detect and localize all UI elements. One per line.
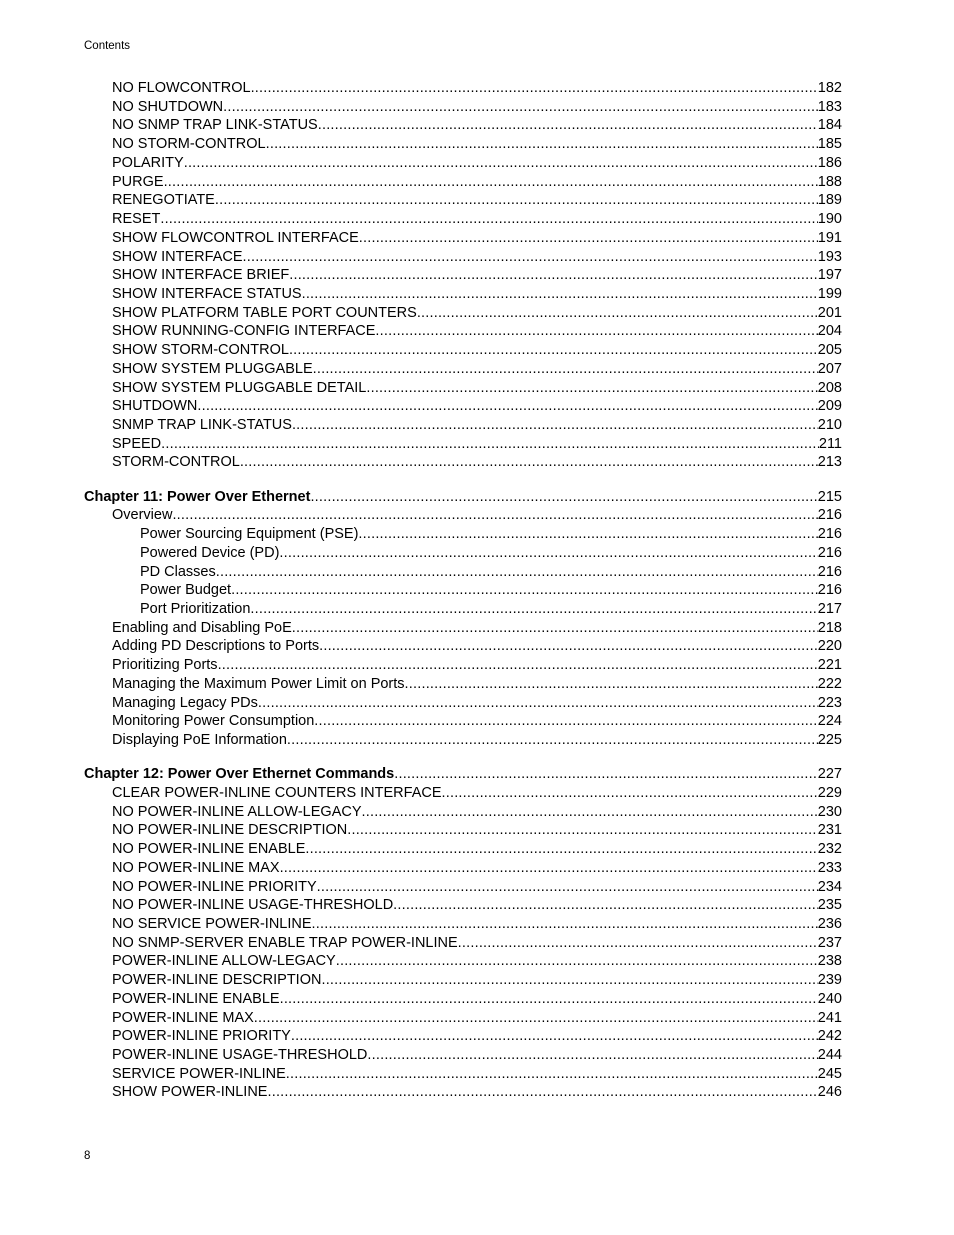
- toc-entry-title: Overview: [112, 507, 173, 524]
- toc-entry[interactable]: [112, 675, 842, 694]
- toc-dot-leader: [362, 803, 818, 822]
- toc-entry[interactable]: [112, 731, 842, 750]
- toc-entry-title: POWER-INLINE USAGE-THRESHOLD: [112, 1047, 368, 1063]
- toc-entry[interactable]: [112, 619, 842, 638]
- toc-entry[interactable]: [112, 1046, 842, 1065]
- toc-dot-leader: [280, 990, 818, 1009]
- toc-entry[interactable]: [112, 1027, 842, 1046]
- toc-dot-leader: [458, 934, 818, 953]
- toc-dot-leader: [393, 896, 818, 915]
- toc-entry[interactable]: [112, 896, 842, 915]
- toc-entry-page: 199: [817, 285, 842, 302]
- toc-entry-page: 220: [817, 638, 842, 655]
- toc-entry-title: SPEED: [112, 435, 162, 452]
- toc-entry[interactable]: [112, 803, 842, 822]
- toc-entry-page: 218: [817, 619, 842, 636]
- toc-entry-page: 210: [817, 417, 842, 433]
- toc-entry-title: NO SHUTDOWN: [112, 98, 224, 115]
- toc-entry[interactable]: [112, 173, 842, 192]
- toc-entry[interactable]: [112, 840, 842, 859]
- toc-dot-leader: [358, 525, 817, 544]
- toc-entry-title: POWER-INLINE MAX: [112, 1009, 254, 1026]
- toc-entry-title: SHOW SYSTEM PLUGGABLE DETAIL: [112, 379, 367, 396]
- toc-entry-title: NO SNMP TRAP LINK-STATUS: [112, 117, 318, 134]
- toc-entry[interactable]: [112, 915, 842, 934]
- toc-entry-title: PD Classes: [140, 563, 216, 580]
- toc-entry-page: 234: [817, 878, 842, 895]
- toc-entry-title: NO POWER-INLINE PRIORITY: [112, 878, 317, 895]
- toc-entry[interactable]: [112, 135, 842, 154]
- toc-entry-title: Power Budget: [140, 582, 232, 599]
- toc-entry-page: 190: [817, 211, 842, 227]
- running-header: Contents: [84, 40, 131, 52]
- toc-entry-page: 208: [817, 379, 842, 396]
- toc-entry-page: 239: [817, 972, 842, 989]
- toc-entry[interactable]: [112, 637, 842, 656]
- toc-dot-leader: [287, 731, 818, 750]
- toc-entry-title: NO POWER-INLINE ALLOW-LEGACY: [112, 803, 362, 820]
- toc-entry[interactable]: [112, 379, 842, 398]
- toc-entry[interactable]: [112, 859, 842, 878]
- toc-entry[interactable]: [112, 285, 842, 304]
- toc-entry-title: NO POWER-INLINE DESCRIPTION: [112, 822, 348, 839]
- toc-entry-title: POWER-INLINE ENABLE: [112, 990, 280, 1007]
- toc-entry-title: POWER-INLINE ALLOW-LEGACY: [112, 953, 336, 970]
- toc-entry-title: Enabling and Disabling PoE: [112, 619, 292, 636]
- toc-entry-page: 193: [817, 248, 842, 265]
- toc-dot-leader: [292, 619, 818, 638]
- toc-entry-page: 188: [817, 173, 842, 190]
- toc-entry-title: NO POWER-INLINE MAX: [112, 859, 280, 876]
- toc-entry[interactable]: [112, 154, 842, 173]
- toc-entry[interactable]: [140, 581, 842, 600]
- toc-entry-title: PURGE: [112, 173, 164, 190]
- toc-dot-leader: [291, 1027, 818, 1046]
- toc-entry[interactable]: [112, 1083, 842, 1102]
- toc-entry-title: SHOW RUNNING-CONFIG INTERFACE: [112, 323, 376, 340]
- toc-entry-page: 216: [817, 544, 842, 561]
- toc-dot-leader: [184, 154, 818, 173]
- toc-entry[interactable]: [112, 416, 842, 435]
- toc-dot-leader: [367, 1046, 817, 1065]
- toc-entry[interactable]: [140, 563, 842, 582]
- toc-chapter-entry[interactable]: [84, 488, 842, 507]
- toc-dot-leader: [347, 821, 818, 840]
- toc-dot-leader: [280, 859, 818, 878]
- toc-entry-title: SHOW STORM-CONTROL: [112, 342, 289, 359]
- toc-entry-title: Monitoring Power Consumption: [112, 713, 315, 730]
- toc-entry[interactable]: [112, 397, 842, 416]
- toc-entry-title: Prioritizing Ports: [112, 657, 218, 674]
- toc-entry-title: NO SNMP-SERVER ENABLE TRAP POWER-INLINE: [112, 934, 458, 951]
- toc-entry-title: Adding PD Descriptions to Ports: [112, 638, 320, 655]
- toc-entry-page: 245: [817, 1065, 842, 1082]
- toc-entry[interactable]: [112, 453, 842, 472]
- toc-dot-leader: [240, 453, 818, 472]
- toc-entry-title: Chapter 12: Power Over Ethernet Commands: [84, 766, 395, 783]
- toc-entry-page: 238: [817, 953, 842, 970]
- toc-entry-page: 246: [817, 1084, 842, 1101]
- toc-entry-page: 191: [817, 229, 842, 246]
- toc-entry[interactable]: [112, 952, 842, 971]
- toc-entry-title: STORM-CONTROL: [112, 454, 240, 471]
- toc-dot-leader: [417, 304, 818, 323]
- toc-entry-page: 211: [818, 435, 842, 452]
- toc-dot-leader: [250, 600, 817, 619]
- toc-dot-leader: [160, 210, 817, 229]
- toc-dot-leader: [279, 544, 817, 563]
- toc-dot-leader: [319, 637, 818, 656]
- toc-dot-leader: [312, 915, 818, 934]
- toc-entry[interactable]: [112, 712, 842, 731]
- toc-entry[interactable]: [112, 821, 842, 840]
- toc-entry-title: SHOW FLOWCONTROL INTERFACE: [112, 229, 359, 246]
- toc-entry-title: POLARITY: [112, 154, 184, 171]
- toc-dot-leader: [313, 360, 818, 379]
- toc-dot-leader: [266, 135, 818, 154]
- toc-entry-page: 204: [817, 323, 842, 340]
- toc-entry[interactable]: [112, 694, 842, 713]
- toc-entry-title: Powered Device (PD): [140, 544, 280, 561]
- toc-entry-page: 230: [817, 803, 842, 820]
- toc-entry[interactable]: [112, 990, 842, 1009]
- toc-entry-title: Managing Legacy PDs: [112, 694, 258, 711]
- toc-dot-leader: [172, 506, 817, 525]
- toc-dot-leader: [302, 285, 818, 304]
- toc-entry-page: 216: [817, 582, 842, 599]
- toc-dot-leader: [366, 379, 817, 398]
- toc-entry[interactable]: [112, 784, 842, 803]
- toc-entry[interactable]: [112, 266, 842, 285]
- toc-entry[interactable]: [112, 229, 842, 248]
- toc-entry-title: SHOW POWER-INLINE: [112, 1084, 268, 1101]
- toc-entry-title: NO STORM-CONTROL: [112, 136, 266, 153]
- toc-entry-title: CLEAR POWER-INLINE COUNTERS INTERFACE: [112, 784, 442, 801]
- toc-entry-page: 224: [817, 713, 842, 730]
- toc-dot-leader: [216, 563, 818, 582]
- toc-entry[interactable]: [140, 600, 842, 619]
- toc-entry[interactable]: [112, 1009, 842, 1028]
- toc-entry-title: NO POWER-INLINE USAGE-THRESHOLD: [112, 897, 394, 914]
- toc-entry-page: 216: [817, 507, 842, 524]
- toc-dot-leader: [314, 712, 818, 731]
- toc-entry-page: 216: [817, 526, 842, 543]
- toc-dot-leader: [164, 173, 818, 192]
- toc-entry[interactable]: [112, 878, 842, 897]
- toc-entry-page: 186: [817, 154, 842, 171]
- toc-entry-title: RENEGOTIATE: [112, 192, 215, 209]
- toc-entry-page: 240: [817, 990, 842, 1007]
- toc-dot-leader: [286, 1065, 818, 1084]
- toc-dot-leader: [321, 971, 817, 990]
- toc-entry[interactable]: [112, 341, 842, 360]
- toc-entry-page: 182: [817, 80, 842, 96]
- toc-entry-title: NO SERVICE POWER-INLINE: [112, 916, 312, 932]
- toc-entry-title: NO FLOWCONTROL: [112, 80, 251, 96]
- toc-dot-leader: [243, 248, 818, 267]
- toc-dot-leader: [254, 1009, 818, 1028]
- toc-dot-leader: [318, 116, 818, 135]
- toc-entry-page: 213: [817, 454, 842, 471]
- toc-dot-leader: [442, 784, 818, 803]
- toc-entry-page: 236: [817, 916, 842, 932]
- toc-entry-title: SHOW INTERFACE BRIEF: [112, 267, 290, 284]
- toc-entry-page: 242: [817, 1028, 842, 1045]
- toc-entry-title: SHOW PLATFORM TABLE PORT COUNTERS: [112, 304, 417, 321]
- toc-entry-page: 221: [817, 657, 842, 674]
- toc-entry-page: 231: [817, 822, 842, 839]
- toc-dot-leader: [161, 435, 819, 454]
- toc-dot-leader: [197, 397, 817, 416]
- toc-entry-page: 227: [817, 766, 842, 783]
- toc-entry-page: 201: [817, 304, 842, 321]
- toc-entry[interactable]: [112, 116, 842, 135]
- toc-entry[interactable]: [112, 360, 842, 379]
- toc-entry-title: SERVICE POWER-INLINE: [112, 1065, 286, 1082]
- toc-entry[interactable]: [112, 191, 842, 210]
- toc-dot-leader: [251, 79, 818, 98]
- toc-dot-leader: [305, 840, 817, 859]
- toc-entry[interactable]: [112, 210, 842, 229]
- toc-entry-page: 189: [817, 192, 842, 209]
- toc-dot-leader: [317, 878, 818, 897]
- toc-entry-title: SHUTDOWN: [112, 398, 198, 415]
- toc-entry-page: 241: [817, 1009, 842, 1026]
- toc-entry[interactable]: [112, 304, 842, 323]
- toc-dot-leader: [375, 322, 817, 341]
- toc-entry[interactable]: [112, 248, 842, 267]
- toc-dot-leader: [336, 952, 818, 971]
- toc-dot-leader: [405, 675, 818, 694]
- toc-entry-title: POWER-INLINE PRIORITY: [112, 1028, 291, 1045]
- toc-entry-title: SHOW SYSTEM PLUGGABLE: [112, 360, 313, 377]
- toc-entry[interactable]: [140, 544, 842, 563]
- toc-entry-page: 233: [817, 859, 842, 876]
- toc-entry[interactable]: [112, 656, 842, 675]
- toc-chapter-entry[interactable]: [84, 765, 842, 784]
- toc-entry[interactable]: [112, 435, 842, 454]
- toc-entry-page: 223: [817, 694, 842, 711]
- toc-entry-page: 215: [817, 488, 842, 505]
- toc-entry[interactable]: [112, 322, 842, 341]
- toc-dot-leader: [292, 416, 818, 435]
- toc-entry-title: Managing the Maximum Power Limit on Ports: [112, 675, 405, 692]
- toc-dot-leader: [289, 266, 818, 285]
- toc-dot-leader: [215, 191, 818, 210]
- toc-entry-page: 222: [817, 675, 842, 692]
- toc-entry[interactable]: [112, 1065, 842, 1084]
- toc-dot-leader: [223, 98, 818, 117]
- toc-entry-page: 216: [817, 563, 842, 580]
- toc-entry-page: 205: [817, 342, 842, 359]
- toc-dot-leader: [310, 488, 817, 507]
- toc-entry-title: SHOW INTERFACE: [112, 248, 243, 265]
- toc-entry[interactable]: [112, 934, 842, 953]
- toc-dot-leader: [258, 694, 818, 713]
- toc-entry-title: Displaying PoE Information: [112, 732, 287, 748]
- toc-entry-page: 185: [817, 136, 842, 153]
- toc-entry-title: Port Prioritization: [140, 600, 251, 617]
- page-number: 8: [84, 1150, 91, 1162]
- toc-dot-leader: [359, 229, 818, 248]
- toc-dot-leader: [394, 765, 818, 784]
- toc-dot-leader: [267, 1083, 817, 1102]
- toc-dot-leader: [218, 656, 818, 675]
- toc-entry[interactable]: [112, 506, 842, 525]
- toc-entry-page: 197: [817, 267, 842, 284]
- toc-entry-title: Power Sourcing Equipment (PSE): [140, 526, 359, 543]
- toc-entry[interactable]: [112, 971, 842, 990]
- toc-entry[interactable]: [112, 98, 842, 117]
- toc-entry-page: 225: [817, 732, 842, 748]
- toc-entry[interactable]: [112, 79, 842, 98]
- toc-entry-title: NO POWER-INLINE ENABLE: [112, 841, 306, 858]
- toc-entry-page: 229: [817, 784, 842, 801]
- toc-entry-page: 183: [817, 98, 842, 115]
- toc-entry-page: 184: [817, 117, 842, 134]
- toc-entry-page: 235: [817, 897, 842, 914]
- toc-entry-page: 207: [817, 360, 842, 377]
- toc-entry-title: SHOW INTERFACE STATUS: [112, 285, 302, 302]
- toc-entry-page: 217: [817, 600, 842, 617]
- toc-entry-page: 244: [817, 1047, 842, 1063]
- toc-entry[interactable]: [140, 525, 842, 544]
- toc-entry-title: Chapter 11: Power Over Ethernet: [84, 488, 311, 505]
- toc-entry-page: 232: [817, 841, 842, 858]
- toc-entry-page: 209: [817, 398, 842, 415]
- toc-entry-title: SNMP TRAP LINK-STATUS: [112, 417, 292, 433]
- toc-entry-page: 237: [817, 934, 842, 951]
- toc-entry-title: RESET: [112, 211, 161, 227]
- toc-dot-leader: [289, 341, 818, 360]
- toc-dot-leader: [231, 581, 818, 600]
- toc-entry-title: POWER-INLINE DESCRIPTION: [112, 972, 322, 989]
